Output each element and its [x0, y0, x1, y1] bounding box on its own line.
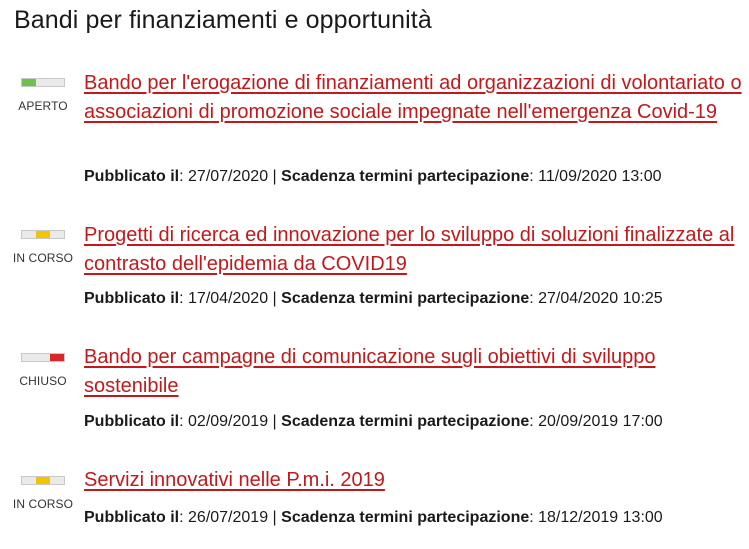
- item-title-link[interactable]: Bando per l'erogazione di finanziamenti ad organizzazioni di volontariato o associazioni di promozione sociale impegnate nell'emergenza Covid-19: [84, 72, 742, 123]
- item-meta: Pubblicato il: 27/07/2020 | Scadenza termini partecipazione: 11/09/2020 13:00: [84, 168, 662, 185]
- status-indicator: [12, 78, 74, 113]
- deadline-label: Scadenza termini partecipazione: [281, 413, 530, 430]
- published-date: 02/09/2019: [188, 413, 269, 430]
- meta-separator: |: [272, 509, 277, 526]
- published-date: 26/07/2019: [188, 509, 269, 526]
- item-title-link[interactable]: Bando per campagne di comunicazione sugli obiettivi di sviluppo sostenibile: [84, 346, 656, 397]
- published-label: Pubblicato il: [84, 168, 180, 185]
- meta-separator: |: [272, 413, 277, 430]
- meta-separator: |: [272, 168, 277, 185]
- meta-separator: |: [272, 290, 277, 307]
- status-label: IN CORSO: [12, 251, 74, 265]
- deadline-label: Scadenza termini partecipazione: [281, 509, 530, 526]
- published-label: Pubblicato il: [84, 290, 180, 307]
- deadline-label: Scadenza termini partecipazione: [281, 168, 530, 185]
- status-bar-red-icon: [21, 353, 65, 362]
- status-bar-yellow-icon: [21, 230, 65, 239]
- published-label: Pubblicato il: [84, 509, 180, 526]
- item-meta: Pubblicato il: 02/09/2019 | Scadenza termini partecipazione: 20/09/2019 17:00: [84, 413, 663, 430]
- item-meta: Pubblicato il: 26/07/2019 | Scadenza termini partecipazione: 18/12/2019 13:00: [84, 509, 663, 526]
- deadline-label: Scadenza termini partecipazione: [281, 290, 530, 307]
- published-label: Pubblicato il: [84, 413, 180, 430]
- item-title-link[interactable]: Servizi innovativi nelle P.m.i. 2019: [84, 469, 385, 491]
- status-label: APERTO: [18, 99, 68, 113]
- deadline-date: 18/12/2019 13:00: [538, 509, 663, 526]
- status-bar-green-icon: [21, 78, 65, 87]
- status-indicator: [12, 476, 74, 511]
- item-meta: Pubblicato il: 17/04/2020 | Scadenza termini partecipazione: 27/04/2020 10:25: [84, 290, 663, 307]
- page-title: Bandi per finanziamenti e opportunità: [14, 6, 432, 34]
- deadline-date: 11/09/2020 13:00: [538, 168, 662, 185]
- status-label: CHIUSO: [19, 374, 67, 388]
- item-title-link[interactable]: Progetti di ricerca ed innovazione per lo sviluppo di soluzioni finalizzate al contrasto dell'epidemia da COVID19: [84, 224, 735, 275]
- status-indicator: [12, 230, 74, 265]
- published-date: 27/07/2020: [188, 168, 269, 185]
- deadline-date: 20/09/2019 17:00: [538, 413, 663, 430]
- status-indicator: [12, 353, 74, 388]
- published-date: 17/04/2020: [188, 290, 269, 307]
- deadline-date: 27/04/2020 10:25: [538, 290, 663, 307]
- status-label: IN CORSO: [12, 497, 74, 511]
- status-bar-yellow-icon: [21, 476, 65, 485]
